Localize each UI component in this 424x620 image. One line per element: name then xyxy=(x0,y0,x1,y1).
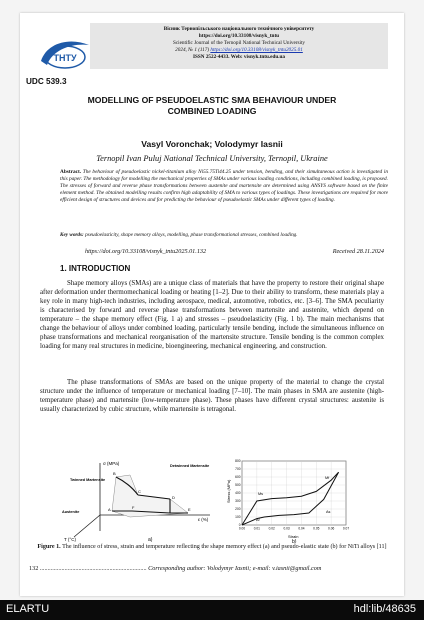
title-line-2: COMBINED LOADING xyxy=(167,106,257,116)
abstract-text: The behaviour of pseudoelastic nickel-titanium alloy Ni55.75Ti44.25 under tension, bending, and their simultaneous action is investigated in this paper. The methodology for modelling the mechanical properties of SMAs under various loading conditions, including combined loading, is proposed. The stresses of forward and reverse phase transformations between austenite and martensite are determined using ANSYS software based on the finite element method. The obtained modelling results confirm high adaptability of SMA to various types of loadings. These investigations are required for more efficient design of structures and devices and for predicting the behaviour of pseudoelastic SMAs under different types of loading. xyxy=(60,169,388,203)
journal-doi: https://doi.org/10.33108/visnyk_tntu xyxy=(198,33,280,39)
issn-web: ISSN 2522-4433. Web: visnyk.tntu.edu.ua xyxy=(192,54,285,60)
point-b: B xyxy=(113,471,116,476)
label-twinned: Twinned Martensite xyxy=(70,478,106,482)
t-axis-label: T (°C) xyxy=(64,537,76,542)
page-footer xyxy=(29,565,395,572)
authors: Vasyl Voronchak; Volodymyr Iasnii xyxy=(141,139,283,149)
y-tick-label: 0 xyxy=(238,523,241,528)
tntu-logo xyxy=(39,35,91,75)
paper-title xyxy=(30,95,394,117)
x-tick-label: 0.04 xyxy=(298,526,305,531)
curve-label-as: As xyxy=(326,510,331,514)
x-tick-label: 0.03 xyxy=(283,526,290,531)
y-axis-label: Stress (MPa) xyxy=(226,479,231,503)
x-tick-label: 0.01 xyxy=(253,526,260,531)
curve-label-ms: Ms xyxy=(258,492,264,496)
label-detwinned: Detwinned Martensite xyxy=(170,464,210,468)
x-ticks xyxy=(239,527,349,531)
figure-1b-sublabel: b) xyxy=(292,539,297,543)
received-date: Received 28.11.2024 xyxy=(332,248,384,255)
repository-bar xyxy=(0,600,424,620)
journal-issue: 2024, № 1 (117) xyxy=(175,47,210,53)
x-tick-label: 0.07 xyxy=(342,526,350,531)
affiliation: Ternopil Ivan Puluj National Technical University, Ternopil, Ukraine xyxy=(96,154,328,163)
journal-title-en: Scientific Journal of the Ternopil National Technical University xyxy=(172,40,306,46)
label-austenite: Austenite xyxy=(62,510,80,514)
journal-title-ua: Вісник Тернопільського національного технічного університету xyxy=(163,26,315,32)
x-tick-label: 0.00 xyxy=(238,526,246,531)
curve-label-mf: Mf xyxy=(325,476,330,480)
handle-id[interactable]: hdl:lib/48635 xyxy=(353,603,416,615)
intro-paragraph-2: The phase transformations of SMAs are based on the unique property of the material to change the crystal structure under the influence of temperature or mechanical loading [7–10]. The main phases in SMA are austenite (high-temperature phase) and martensite (low-temperature phase). These phases have different crystal structures: austenite is usually characterized by cubic structure, while martensite is tetragonal. xyxy=(40,379,384,413)
point-f: F xyxy=(132,505,135,510)
page-number: 132 xyxy=(29,565,39,572)
y-tick-label: 200 xyxy=(235,507,241,512)
title-line-1: MODELLING OF PSEUDOELASTIC SMA BEHAVIOUR UNDER xyxy=(87,95,337,105)
keywords-label: Key words: xyxy=(60,232,84,238)
y-tick-label: 800 xyxy=(235,459,241,464)
y-tick-label: 400 xyxy=(235,491,241,496)
repository-name[interactable]: ELARTU xyxy=(6,603,50,615)
t-axis xyxy=(74,515,100,537)
y-tick-label: 300 xyxy=(235,499,241,504)
keywords xyxy=(60,232,388,239)
keywords-text: pseudoelasticity, shape memory alloys, modelling, phase transformational stresses, combined loading. xyxy=(85,232,298,238)
figure-1a-sublabel: a) xyxy=(148,537,153,543)
journal-header xyxy=(90,23,388,69)
point-e: E xyxy=(188,507,191,512)
point-c: C xyxy=(138,489,141,494)
x-tick-label: 0.06 xyxy=(328,526,335,531)
y-tick-label: 100 xyxy=(235,515,241,520)
point-d: D xyxy=(172,495,175,500)
point-a: A xyxy=(108,507,111,512)
issue-doi-link[interactable]: https://doi.org/10.33108/visnyk_tntu2025.01 xyxy=(210,47,303,53)
figure-1b xyxy=(226,459,349,543)
curve-label-af: Af xyxy=(256,518,260,522)
figure-caption xyxy=(30,543,394,551)
abstract-label: Abstract. xyxy=(60,169,82,175)
footer-leader: ..................................................................... xyxy=(39,565,147,572)
y-tick-label: 500 xyxy=(235,483,241,488)
y-tick-label: 600 xyxy=(235,475,241,480)
y-ticks xyxy=(235,459,241,527)
section-heading: 1. INTRODUCTION xyxy=(60,264,131,273)
udc-code: UDC 539.3 xyxy=(26,77,67,86)
article-doi[interactable]: https://doi.org/10.33108/visnyk_tntu2025.01.132 xyxy=(85,248,207,255)
x-tick-label: 0.05 xyxy=(313,526,320,531)
figure-1 xyxy=(20,455,404,543)
x-tick-label: 0.02 xyxy=(268,526,275,531)
y-tick-label: 700 xyxy=(235,467,241,472)
intro-paragraph-1: Shape memory alloys (SMAs) are a unique class of materials that have the property to restore their original shape after deformation under thermomechanical loading or heating [1–2]. Due to their ability to transform, these materials play a key role in many high-tech industries, including aerospace, medical, automotive, robotics, etc. [3–6]. The SMA peculiarity is characterised by forward and reverse phase transformations between martensite and austenite, which depend on temperature – the shape memory effect (Fig. 1 a) and stresses – pseudoelasticity (Fig. 1 b). The main mechanisms that change the behaviour of alloys under combined loading, particularly tensile bending, include the simultaneous influence on phase transformations and mechanical reorganisation of the martensite structure. Tensile bending is the common complex loading for many real structures in medicine, bioengineering, mechanical engineering, and construction. xyxy=(40,280,384,350)
logo-text: ТНТУ xyxy=(53,53,77,63)
figure-1a xyxy=(62,461,210,543)
x-axis-label: Strain xyxy=(288,534,299,539)
caption-label: Figure 1. xyxy=(37,544,61,550)
sigma-axis-label: σ (MPa) xyxy=(103,461,120,466)
caption-text: The influence of stress, strain and temperature reflecting the shape memory effect (a) and pseudo-elastic state (b) for NiTi alloys [11] xyxy=(62,544,387,550)
paper-page xyxy=(20,13,404,596)
corresponding-author: Corresponding author: Volodymyr Iasnii; e-mail: v.iasnii@gmail.com xyxy=(148,565,322,572)
abstract xyxy=(60,169,388,204)
eps-axis-label: ε (%) xyxy=(198,517,209,522)
